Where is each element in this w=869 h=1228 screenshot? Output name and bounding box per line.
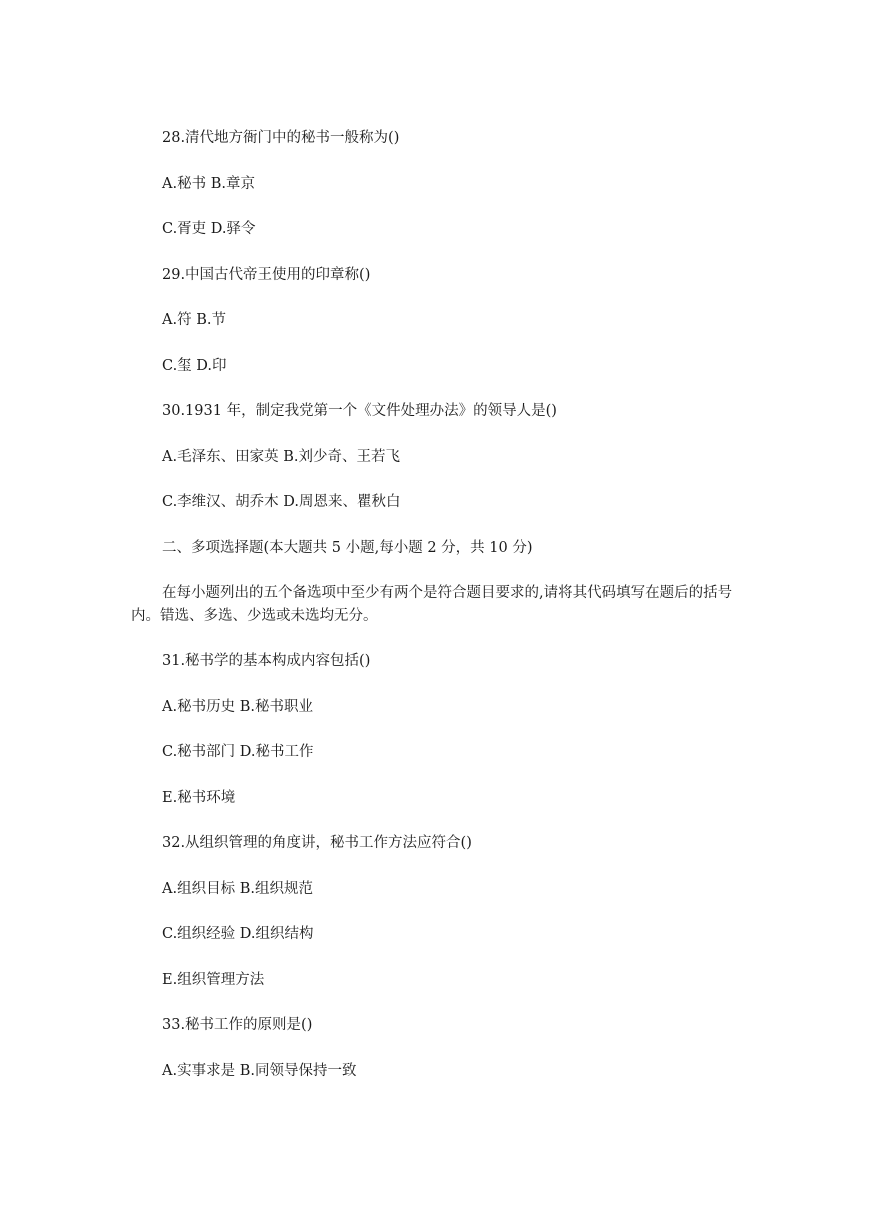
question-28-options-cd: C.胥吏 D.驿令 (162, 221, 256, 237)
question-30: 30.1931 年，制定我党第一个《文件处理办法》的领导人是() (162, 403, 557, 419)
question-31: 31.秘书学的基本构成内容包括() (162, 653, 371, 669)
question-30-options-cd: C.李维汉、胡乔木 D.周恩来、瞿秋白 (162, 494, 401, 510)
question-31-options-cd: C.秘书部门 D.秘书工作 (162, 744, 314, 760)
question-32: 32.从组织管理的角度讲，秘书工作方法应符合() (162, 835, 472, 851)
question-32-option-e: E.组织管理方法 (162, 972, 265, 988)
question-33: 33.秘书工作的原则是() (162, 1017, 313, 1033)
section-heading: 二、多项选择题(本大题共 5 小题,每小题 2 分，共 10 分) (162, 540, 533, 556)
question-32-options-cd: C.组织经验 D.组织结构 (162, 926, 314, 942)
question-32-options-ab: A.组织目标 B.组织规范 (162, 881, 313, 897)
question-29-options-ab: A.符 B.节 (162, 312, 226, 328)
question-28: 28.清代地方衙门中的秘书一般称为() (162, 130, 400, 146)
question-29: 29.中国古代帝王使用的印章称() (162, 267, 371, 283)
question-31-option-e: E.秘书环境 (162, 790, 236, 806)
question-29-options-cd: C.玺 D.印 (162, 358, 227, 374)
question-33-options-ab: A.实事求是 B.同领导保持一致 (162, 1063, 357, 1079)
question-30-options-ab: A.毛泽东、田家英 B.刘少奇、王若飞 (162, 449, 400, 465)
question-28-options-ab: A.秘书 B.章京 (162, 176, 255, 192)
section-instruction: 在每小题列出的五个备选项中至少有两个是符合题目要求的,请将其代码填写在题后的括号内。错选、多选、少选或未选均无分。 (131, 585, 733, 624)
question-31-options-ab: A.秘书历史 B.秘书职业 (162, 699, 313, 715)
